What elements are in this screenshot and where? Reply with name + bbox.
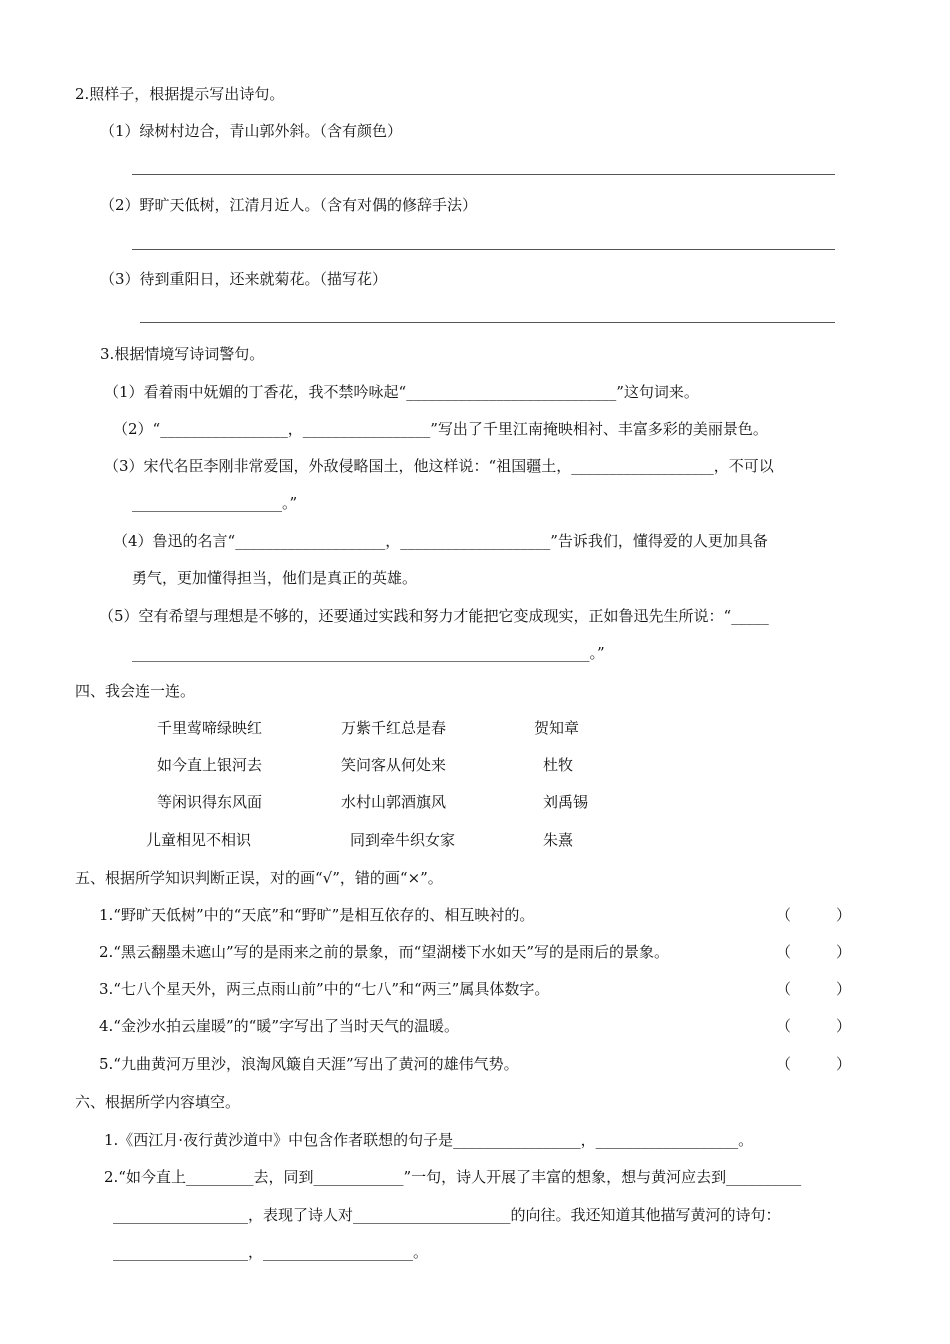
match-right-3[interactable]: 刘禹锡 (543, 793, 589, 811)
s2-answer-line-1[interactable] (132, 174, 835, 175)
match-middle-2[interactable]: 笑问客从何处来 (341, 756, 447, 774)
match-middle-4[interactable]: 同到牵牛织女家 (350, 831, 456, 849)
s2-item-3: （3）待到重阳日，还来就菊花。（描写花） (100, 270, 388, 288)
s3-question-2: （2）“_________________，_________________”写出了千里江南掩映相衬、丰富多彩的美丽景色。 (113, 420, 768, 438)
s6-question-2-line-1: 2.“如今直上_________去，同到____________”一句，诗人开展了丰富的想象，想与黄河应去到__________ (104, 1168, 802, 1186)
judge-answer-2[interactable]: （ ） (776, 943, 852, 961)
judge-item-2: 2.“黑云翻墨未遮山”写的是雨来之前的景象，而“望湖楼下水如天”写的是雨后的景象。 (99, 943, 669, 961)
s3-question-4-line-2: 勇气，更加懂得担当，他们是真正的英雄。 (132, 569, 418, 587)
match-middle-1[interactable]: 万紫千红总是春 (341, 719, 447, 737)
judge-item-1: 1.“野旷天低树”中的“天底”和“野旷”是相互依存的、相互映衬的。 (99, 906, 535, 924)
judge-item-4: 4.“金沙水拍云崖暖”的“暖”字写出了当时天气的温暖。 (99, 1017, 459, 1035)
judge-answer-5[interactable]: （ ） (776, 1055, 852, 1073)
section-2-heading: 2.照样子，根据提示写出诗句。 (75, 85, 285, 103)
s2-answer-line-3[interactable] (140, 322, 835, 323)
match-right-4[interactable]: 朱熹 (543, 831, 574, 849)
section-5-heading: 五、根据所学知识判断正误，对的画“√”，错的画“×”。 (75, 869, 443, 887)
judge-answer-4[interactable]: （ ） (776, 1017, 852, 1035)
match-left-3[interactable]: 等闲识得东风面 (157, 793, 263, 811)
match-right-2[interactable]: 杜牧 (543, 756, 574, 774)
match-left-2[interactable]: 如今直上银河去 (157, 756, 263, 774)
match-middle-3[interactable]: 水村山郭酒旗风 (341, 793, 447, 811)
match-right-1[interactable]: 贺知章 (534, 719, 580, 737)
s3-question-1: （1）看着雨中妩媚的丁香花，我不禁吟咏起“____________________________”这句词来。 (104, 383, 699, 401)
s2-item-1: （1）绿树村边合，青山郭外斜。（含有颜色） (100, 122, 403, 140)
s3-question-3-line-2: ____________________。” (132, 494, 298, 512)
s6-question-2-line-3: __________________，____________________。 (113, 1243, 429, 1261)
s3-question-5-line-1: （5）空有希望与理想是不够的，还要通过实践和努力才能把它变成现实，正如鲁迅先生所说：“_____ (99, 607, 769, 625)
s6-question-2-line-2: __________________，表现了诗人对_____________________的向往。我还知道其他描写黄河的诗句： (113, 1206, 781, 1224)
judge-item-5: 5.“九曲黄河万里沙，浪淘风簸自天涯”写出了黄河的雄伟气势。 (99, 1055, 519, 1073)
match-left-4[interactable]: 儿童相见不相识 (146, 831, 252, 849)
section-4-heading: 四、我会连一连。 (75, 682, 196, 700)
match-left-1[interactable]: 千里莺啼绿映红 (157, 719, 263, 737)
judge-answer-1[interactable]: （ ） (776, 906, 852, 924)
s3-question-5-line-2: _____________________________________________________________。” (132, 644, 605, 662)
s3-question-3-line-1: （3）宋代名臣李刚非常爱国，外敌侵略国土，他这样说：“祖国疆土，___________________，不可以 (104, 457, 774, 475)
section-6-heading: 六、根据所学内容填空。 (75, 1093, 241, 1111)
section-3-heading: 3.根据情境写诗词警句。 (100, 345, 265, 363)
s6-question-1: 1.《西江月·夜行黄沙道中》中包含作者联想的句子是_________________，___________________。 (104, 1131, 754, 1149)
s2-answer-line-2[interactable] (132, 249, 835, 250)
judge-answer-3[interactable]: （ ） (776, 980, 852, 998)
s2-item-2: （2）野旷天低树，江清月近人。（含有对偶的修辞手法） (100, 196, 478, 214)
judge-item-3: 3.“七八个星天外，两三点雨山前”中的“七八”和“两三”属具体数字。 (99, 980, 550, 998)
s3-question-4-line-1: （4）鲁迅的名言“____________________，____________________”告诉我们，懂得爱的人更加具备 (113, 532, 768, 550)
